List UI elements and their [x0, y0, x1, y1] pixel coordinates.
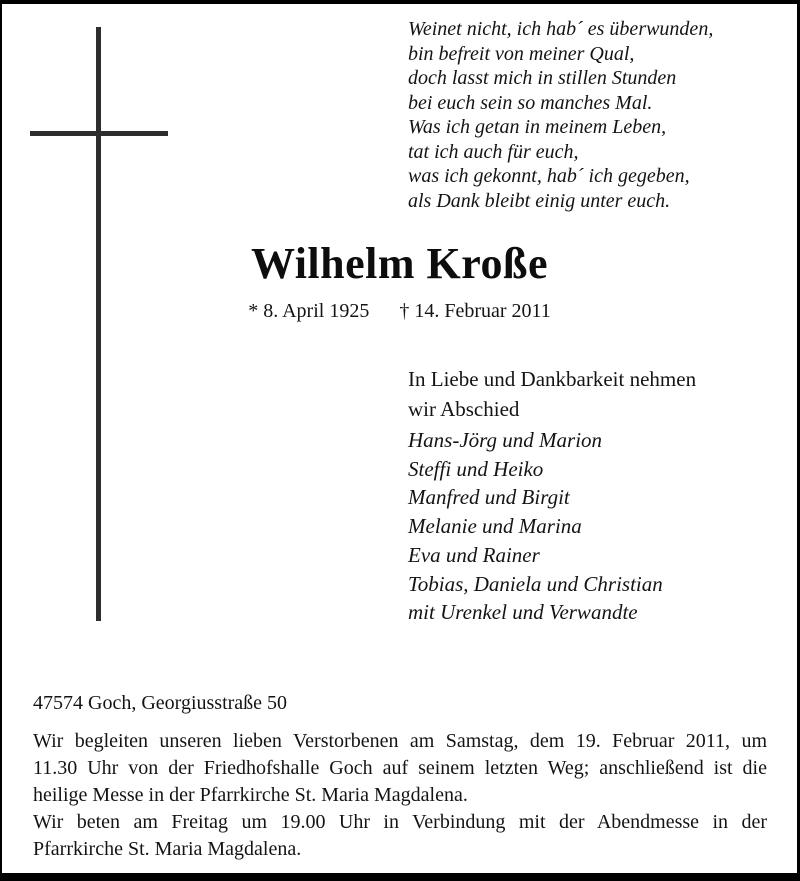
deceased-name: Wilhelm Kroße [251, 239, 548, 288]
memorial-poem [408, 17, 713, 213]
mourner-line: Hans-Jörg und Marion [408, 428, 603, 452]
mourner-line: mit Urenkel und Verwandte [408, 600, 638, 625]
prayer-info-line: Wir beten am Freitag um 19.00 Uhr in Verbindung mit der Abendmesse in der [33, 811, 767, 833]
poem-line: doch lasst mich in stillen Stunden [408, 67, 677, 89]
farewell-intro-line: wir Abschied [408, 397, 520, 421]
poem-line: bin befreit von meiner Qual, [408, 42, 635, 65]
mourner-line: Steffi und Heiko [408, 456, 544, 481]
poem-line: bei euch sein so manches Mal. [408, 91, 653, 114]
poem-line: Was ich getan in meinem Leben, [408, 116, 667, 138]
funeral-procession-info [33, 728, 767, 809]
prayer-service-info [33, 809, 767, 863]
mourner-line: Melanie und Marina [408, 514, 582, 539]
life-dates [2, 298, 797, 324]
funeral-info-line: heilige Messe in der Pfarrkirche St. Maria Magdalena. [33, 784, 468, 806]
funeral-info-line: Wir begleiten unseren lieben Verstorbenen am Samstag, dem 19. Februar 2011, um [33, 730, 767, 752]
poem-line: tat ich auch für euch, [408, 140, 579, 163]
cross-horizontal-bar [30, 131, 168, 136]
mourners-list [408, 426, 663, 627]
death-date: † 14. Februar 2011 [399, 300, 551, 322]
funeral-info-line: 11.30 Uhr von der Friedhofshalle Goch auf seinem letzten Weg; anschließend ist die [33, 757, 767, 779]
mourner-line: Eva und Rainer [408, 542, 540, 567]
poem-line: als Dank bleibt einig unter euch. [408, 189, 671, 212]
mourner-line: Manfred und Birgit [408, 485, 570, 510]
birth-date: * 8. April 1925 [248, 300, 370, 322]
poem-line: Weinet nicht, ich hab´ es überwunden, [408, 18, 714, 40]
address-line: 47574 Goch, Georgiusstraße 50 [33, 692, 288, 714]
farewell-intro [408, 364, 696, 424]
prayer-info-line: Pfarrkirche St. Maria Magdalena. [33, 838, 302, 860]
farewell-intro-line: In Liebe und Dankbarkeit nehmen [408, 367, 697, 391]
cross-vertical-bar [96, 27, 101, 621]
mourner-line: Tobias, Daniela und Christian [408, 571, 663, 596]
poem-line: was ich gekonnt, hab´ ich gegeben, [408, 165, 690, 187]
